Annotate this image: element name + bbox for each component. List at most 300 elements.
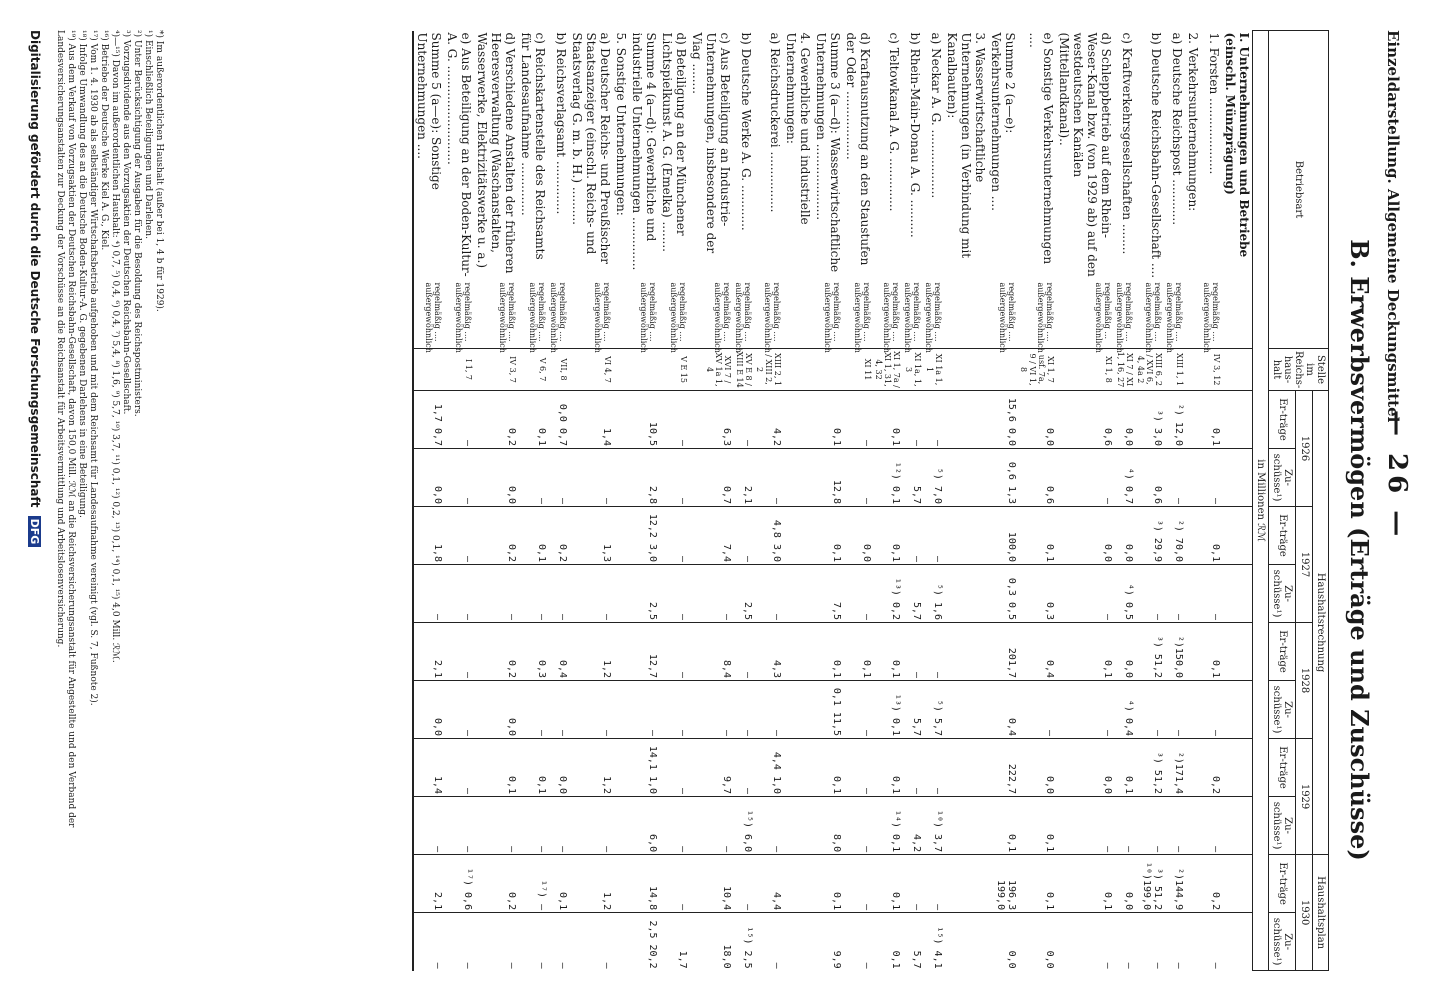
row-type: regelmäßig .... außergewöhnlich (823, 282, 841, 353)
value-cell (783, 391, 813, 449)
row-type: regelmäßig .... außergewöhnlich (413, 281, 444, 349)
footnote: ⁴)—¹⁵) Davon im außerordentlichen Haushalt: ⁴) 0,7, ⁵) 0,4, ⁶) 0,4, ⁷) 5,4, ⁸) 1,6, ⁹) 5,7, ¹⁰) 3,7, ¹¹) 0,1, ¹²) 0,2, ¹³) 0,1, ¹⁴) 0,1, ¹⁵) 4,0 Mill. ℛℳ. (110, 30, 120, 663)
value-cell: — (1135, 797, 1164, 855)
table-row (754, 31, 783, 971)
value-cell: — (659, 391, 689, 449)
value-cell: 0,3 0,5 (988, 565, 1018, 623)
value-cell: 6,3 (689, 391, 733, 449)
row-type: regelmäßig .... außergewöhnlich (998, 282, 1016, 353)
col-header-ertraege: Er-träge (1269, 739, 1296, 797)
col-header-ertraege: Er-träge (1269, 391, 1296, 449)
value-cell: — (1164, 565, 1185, 623)
value-cell: — (444, 449, 474, 507)
row-stelle: XI 1, 7 usf. 7a, 9 / VI 1, 8 (1018, 349, 1056, 391)
value-cell: 12,7 (629, 623, 659, 681)
row-type: regelmäßig .... außergewöhnlich (1144, 282, 1162, 353)
value-cell (613, 565, 629, 623)
value-cell: 0,0 (1114, 855, 1135, 913)
value-cell (944, 449, 988, 507)
table-row (1164, 31, 1185, 971)
value-cell: — (733, 855, 754, 913)
value-cell: 0,0 (988, 913, 1018, 971)
year-header: 1930 (1296, 855, 1312, 971)
value-cell (783, 855, 813, 913)
value-cell (944, 507, 988, 565)
table-row (1135, 31, 1164, 971)
value-cell: 10,5 (629, 391, 659, 449)
row-label: 4. Gewerbliche und industrielle Unternehmungen: (784, 32, 812, 225)
value-cell: 100,0 (988, 507, 1018, 565)
table-row (659, 31, 689, 971)
value-cell: — (569, 449, 613, 507)
value-cell: 0,1 (813, 507, 843, 565)
year-header: 1928 (1296, 623, 1312, 739)
value-cell (783, 449, 813, 507)
value-cell: 0,0 (1018, 739, 1056, 797)
value-cell: 2,5 (629, 565, 659, 623)
value-cell: 0,1 (548, 855, 569, 913)
row-stelle (1185, 349, 1201, 391)
value-cell: 0,1 (1018, 855, 1056, 913)
value-cell (1185, 913, 1201, 971)
value-cell: ²) 12,0 (1164, 391, 1185, 449)
value-cell: — (444, 739, 474, 797)
table-row (944, 31, 988, 971)
value-cell (613, 507, 629, 565)
table-row (548, 31, 569, 971)
row-label: d) Schleppbetrieb auf dem Rhein-Weser-Kanal bzw. (von 1929 ab) auf den westdeutschen Kanälen (Mittellandkanal).. (1057, 32, 1113, 277)
value-cell: — (444, 391, 474, 449)
row-label: Summe 2 (a—e): Verkehrsunternehmungen .... (989, 32, 1017, 211)
value-cell (944, 565, 988, 623)
value-cell: ²)171,4 (1164, 739, 1185, 797)
row-type: regelmäßig .... außergewöhnlich (1036, 282, 1054, 353)
value-cell: ³) 29,9 (1135, 507, 1164, 565)
value-cell (1185, 507, 1201, 565)
value-cell: 12,8 (813, 449, 843, 507)
value-cell: — (569, 565, 613, 623)
row-type: regelmäßig .... außergewöhnlich (639, 282, 657, 353)
value-cell: — (444, 565, 474, 623)
value-cell (613, 391, 629, 449)
value-cell (1185, 855, 1201, 913)
row-label: 1. Forsten .................... (1207, 32, 1221, 175)
value-cell: 0,1 (1201, 623, 1222, 681)
value-cell: — (569, 681, 613, 739)
table-row (474, 31, 518, 971)
value-cell: — (754, 449, 783, 507)
value-cell: ⁵) 1,6 (923, 565, 944, 623)
unit-row: in Millionen ℛℳ (1253, 31, 1269, 971)
value-cell: — (659, 739, 689, 797)
row-label: Summe 3 (a—d): Wasserwirtschaftliche Unternehmungen .................... (814, 32, 842, 273)
value-cell: — (444, 507, 474, 565)
value-cell: 4,2 (902, 797, 923, 855)
value-cell: — (444, 797, 474, 855)
value-cell (1222, 565, 1253, 623)
value-cell: — (1135, 681, 1164, 739)
value-cell: 0,1 (873, 623, 902, 681)
value-cell: — (518, 681, 548, 739)
value-cell: — (754, 565, 783, 623)
value-cell: — (1135, 913, 1164, 971)
value-cell: 0,2 (474, 623, 518, 681)
footnote: ¹⁶) Betriebe der Deutsche Werke Kiel A. G., Kiel. (99, 30, 109, 251)
value-cell: 0,1 (873, 739, 902, 797)
row-type: regelmäßig ... außergewöhnlich (1094, 282, 1112, 353)
value-cell: — (548, 449, 569, 507)
value-cell: 0,0 (1056, 507, 1114, 565)
value-cell: 1,7 0,7 (413, 391, 444, 449)
row-stelle: IV 3, 7 (474, 349, 518, 391)
row-label: c) Aus Beteiligung an Industrie-Unternehmungen, insbesondere der Viag ........ (690, 32, 732, 254)
table-row (813, 31, 843, 971)
value-cell: 2,5 (733, 565, 754, 623)
value-cell: 0,1 (518, 739, 548, 797)
value-cell: — (689, 797, 733, 855)
value-cell: 0,1 (988, 797, 1018, 855)
value-cell: — (733, 623, 754, 681)
value-cell: 0,1 (813, 623, 843, 681)
value-cell: 196,3 199,0 (988, 855, 1018, 913)
value-cell: 0,1 (873, 391, 902, 449)
value-cell: 18,0 (689, 913, 733, 971)
value-cell: — (474, 565, 518, 623)
value-cell: — (923, 623, 944, 681)
value-cell: — (569, 797, 613, 855)
footnote: ³) Vorzugsdividende aus den Vorzugsaktien der Deutschen Reichsbahn-Gesellschaft. (121, 30, 131, 415)
value-cell: — (733, 391, 754, 449)
value-cell (1222, 391, 1253, 449)
year-header: 1927 (1296, 507, 1312, 623)
row-label: 3. Wasserwirtschaftliche Unternehmungen (in Verbindung mit Kanalbauten): (945, 32, 987, 259)
value-cell: 0,4 (548, 623, 569, 681)
value-cell (944, 797, 988, 855)
value-cell (783, 681, 813, 739)
value-cell: ¹⁵) 4,1 (923, 913, 944, 971)
value-cell (944, 855, 988, 913)
row-stelle: XI 1a, 1, 3 (902, 349, 923, 391)
value-cell: 14,8 (629, 855, 659, 913)
row-stelle: XI 1, 7a / XI 1, 31, 4, 32 (873, 349, 902, 391)
row-type: regelmäßig .... außergewöhnlich (1165, 282, 1183, 353)
footnote: ¹) Einschließlich Beteiligungen und Darlehen. (143, 30, 153, 239)
value-cell: — (1056, 681, 1114, 739)
value-cell: 0,6 (1056, 391, 1114, 449)
table-row (569, 31, 613, 971)
row-stelle (1222, 349, 1253, 391)
row-type: regelmäßig .... außergewöhnlich (853, 282, 871, 353)
value-cell: 0,0 (548, 739, 569, 797)
row-label: c) Reichskartenstelle des Reichsamts für Landesaufnahme .............. (519, 32, 547, 260)
value-cell: ¹⁵) 2,5 (733, 913, 754, 971)
value-cell (1222, 913, 1253, 971)
value-cell: — (754, 913, 783, 971)
value-cell: — (923, 391, 944, 449)
credit-text: Digitalisierung gefördert durch die Deutsche Forschungsgemeinschaft (28, 30, 42, 508)
value-cell: — (1164, 681, 1185, 739)
year-header: 1926 (1296, 391, 1312, 507)
row-type: regelmäßig .... außergewöhnlich (669, 282, 687, 353)
value-cell (783, 565, 813, 623)
revenue-table (412, 30, 1329, 971)
value-cell: 7,5 (813, 565, 843, 623)
value-cell: 0,2 (474, 855, 518, 913)
value-cell: 1,4 (413, 739, 444, 797)
value-cell: 0,1 (873, 913, 902, 971)
footnote: ¹⁸) Infolge Umwandlung des an die Deutsche Boden-Kultur-A. G. gegebenen Darlehens in eine Beteiligung. (77, 30, 87, 518)
value-cell (783, 623, 813, 681)
value-cell: ¹²) 0,1 (873, 449, 902, 507)
value-cell: — (548, 565, 569, 623)
value-cell: ³) 51,2 (1135, 739, 1164, 797)
row-stelle: XIII 6, 2 / XVI 6, 4, 4a 2 (1135, 349, 1164, 391)
value-cell: 0,1 (518, 391, 548, 449)
value-cell: 4,4 1,0 (754, 739, 783, 797)
row-type: regelmäßig .... außergewöhnlich (1202, 282, 1220, 353)
value-cell: — (1164, 797, 1185, 855)
value-cell (613, 913, 629, 971)
value-cell (783, 507, 813, 565)
value-cell: 15,6 0,0 (988, 391, 1018, 449)
footnote: ¹⁷) Vom 1. 4. 1930 ab als selbständiger Wirtschaftsbetrieb aufgehoben und mit dem Reichsamt für Landesaufnahme vereinigt (vgl. S. 7, Fußnote 2). (88, 30, 98, 706)
row-label: e) Sonstige Verkehrsunternehmungen .... (1027, 32, 1055, 265)
value-cell: 0,0 (1114, 391, 1135, 449)
value-cell: ⁴) 0,5 (1114, 565, 1135, 623)
col-header-zuschuesse: Zu-schüsse¹) (1269, 449, 1296, 507)
value-cell: — (843, 565, 873, 623)
value-cell: 0,0 0,7 (548, 391, 569, 449)
row-type: regelmäßig .... außergewöhnlich (763, 282, 781, 353)
row-label: c) Kraftverkehrsgesellschaften ........ (1120, 32, 1134, 255)
value-cell: 0,0 (1114, 623, 1135, 681)
col-header-haushaltsplan: Haushaltsplan (1312, 855, 1328, 971)
value-cell: 0,7 (689, 449, 733, 507)
table-row (518, 31, 548, 971)
value-cell: — (659, 449, 689, 507)
value-cell: — (754, 681, 783, 739)
table-row (988, 31, 1018, 971)
running-header (1376, 30, 1416, 970)
col-header-zuschuesse: Zu-schüsse¹) (1269, 681, 1296, 739)
value-cell: — (902, 507, 923, 565)
value-cell: ³) 3,0 (1135, 391, 1164, 449)
table-row (629, 31, 659, 971)
value-cell: 0,1 (1201, 391, 1222, 449)
value-cell: — (733, 739, 754, 797)
row-type: regelmäßig .... außergewöhnlich (549, 282, 567, 353)
value-cell: 8,4 (689, 623, 733, 681)
row-stelle: V 6, 7 (518, 349, 548, 391)
value-cell: — (444, 913, 474, 971)
value-cell: 1,7 (659, 913, 689, 971)
value-cell (1222, 855, 1253, 913)
value-cell: 0,1 (1056, 855, 1114, 913)
value-cell: — (923, 507, 944, 565)
value-cell: — (659, 797, 689, 855)
table-row (1056, 31, 1114, 971)
value-cell: 0,1 (474, 739, 518, 797)
value-cell: — (518, 797, 548, 855)
value-cell: — (659, 565, 689, 623)
value-cell (783, 797, 813, 855)
table-row (843, 31, 873, 971)
value-cell: — (413, 797, 444, 855)
table-row (1114, 31, 1135, 971)
value-cell: 1,8 (413, 507, 444, 565)
value-cell (944, 391, 988, 449)
value-cell (1185, 565, 1201, 623)
value-cell: — (413, 913, 444, 971)
value-cell (1185, 797, 1201, 855)
value-cell: 2,1 (733, 449, 754, 507)
value-cell: 10,4 (689, 855, 733, 913)
value-cell: 0,1 (1056, 623, 1114, 681)
value-cell: — (659, 623, 689, 681)
table-row (1201, 31, 1222, 971)
value-cell: — (843, 855, 873, 913)
value-cell: — (548, 681, 569, 739)
value-cell: — (902, 739, 923, 797)
row-stelle: VI 4, 7 (569, 349, 613, 391)
value-cell: — (1201, 913, 1222, 971)
value-cell: — (689, 681, 733, 739)
value-cell: 0,0 (1056, 739, 1114, 797)
row-stelle: I 1, 7 (444, 349, 474, 391)
value-cell (944, 913, 988, 971)
value-cell: 2,5 20,2 (629, 913, 659, 971)
value-cell: 4,2 (754, 391, 783, 449)
value-cell: — (518, 913, 548, 971)
table-row (783, 31, 813, 971)
value-cell: — (518, 565, 548, 623)
value-cell: — (902, 623, 923, 681)
value-cell: — (923, 855, 944, 913)
value-cell: ¹⁵) 6,0 (733, 797, 754, 855)
value-cell: 1,3 (569, 507, 613, 565)
value-cell: 2,8 (629, 449, 659, 507)
value-cell: ³) 51,2 ¹⁰)199,0 (1135, 855, 1164, 913)
value-cell: — (413, 565, 444, 623)
value-cell: 1,2 (569, 623, 613, 681)
value-cell: — (1056, 797, 1114, 855)
value-cell: ²)150,0 (1164, 623, 1185, 681)
value-cell: 0,1 (1018, 797, 1056, 855)
value-cell (1222, 623, 1253, 681)
value-cell (783, 739, 813, 797)
value-cell: — (629, 681, 659, 739)
footnote: ²) Unter Berücksichtigung der Ausgaben für die Besoldung des Reichspostministers. (132, 30, 142, 417)
row-label: a) Neckar A. G. .................. (929, 32, 943, 199)
table-row (733, 31, 754, 971)
value-cell: ¹⁰) 3,7 (923, 797, 944, 855)
value-cell (1185, 623, 1201, 681)
value-cell: 0,1 (813, 739, 843, 797)
value-cell: — (1018, 681, 1056, 739)
value-cell: — (843, 391, 873, 449)
value-cell: 0,6 (1135, 449, 1164, 507)
footnote: ¹⁹) Aus dem Verkauf von Vorzugsaktien der Deutschen Reichsbahn-Gesellschaft, davon 150,0 Mill. ℛℳ an die Reichsversicherungsanstalt für Angestellte und den Verband der Landesversicherungsanstalten zur Deckung der Vorschüsse an die Reichsanstalt für Arbeitsvermittlung und Arbeitslosenversicherung. (55, 30, 76, 828)
value-cell (1185, 391, 1201, 449)
value-cell: ²)144,9 (1164, 855, 1185, 913)
value-cell: 4,3 (754, 623, 783, 681)
value-cell (613, 797, 629, 855)
row-type (1185, 281, 1201, 349)
value-cell: — (689, 565, 733, 623)
value-cell: ⁵) 7,0 (923, 449, 944, 507)
value-cell: 0,6 (1018, 449, 1056, 507)
value-cell: 4,4 (754, 855, 783, 913)
row-label: b) Reichsverlagsamt .............. (554, 32, 568, 215)
row-stelle (613, 349, 629, 391)
value-cell: 5,7 (902, 449, 923, 507)
value-cell: — (1201, 449, 1222, 507)
value-cell: ¹⁷) — (518, 855, 548, 913)
value-cell (613, 855, 629, 913)
credit-line (28, 30, 42, 547)
header-left: Einzeldarstellung. Allgemeine Deckungsmittel (1384, 30, 1402, 423)
value-cell: 0,3 (1018, 565, 1056, 623)
value-cell: 14,1 1,0 (629, 739, 659, 797)
row-label: a) Deutsche Reichspost ............ (1170, 32, 1184, 226)
row-type: regelmäßig .... außergewöhnlich (454, 282, 472, 353)
value-cell: — (902, 855, 923, 913)
value-cell (1222, 681, 1253, 739)
value-cell: 0,1 (1201, 507, 1222, 565)
value-cell: — (569, 913, 613, 971)
table-row (1018, 31, 1056, 971)
value-cell: — (444, 681, 474, 739)
value-cell: — (548, 913, 569, 971)
table-row (613, 31, 629, 971)
value-cell: ¹⁴) 0,1 (873, 797, 902, 855)
value-cell: 1,2 (569, 739, 613, 797)
col-header-ertraege: Er-träge (1269, 623, 1296, 681)
section-title: B. Erwerbsvermögen (Erträge und Zuschüsse) (1345, 239, 1374, 861)
row-stelle: XI 1, 8 (1056, 349, 1114, 391)
value-cell (613, 739, 629, 797)
value-cell: — (843, 449, 873, 507)
col-header-zuschuesse: Zu-schüsse¹) (1269, 565, 1296, 623)
value-cell: — (444, 623, 474, 681)
value-cell: 5,7 (902, 565, 923, 623)
value-cell: — (843, 739, 873, 797)
value-cell: 0,1 (813, 391, 843, 449)
value-cell: — (1201, 797, 1222, 855)
value-cell: — (1114, 913, 1135, 971)
value-cell (1185, 739, 1201, 797)
value-cell: — (843, 681, 873, 739)
value-cell: ¹⁷) 0,6 (444, 855, 474, 913)
value-cell: — (733, 507, 754, 565)
value-cell: 0,0 (1018, 913, 1056, 971)
value-cell: — (1164, 913, 1185, 971)
value-cell: — (548, 797, 569, 855)
value-cell (1185, 681, 1201, 739)
col-header-zuschuesse: Zu-schüsse¹) (1269, 913, 1296, 971)
row-stelle: XV E 8 / XIII E 14 (733, 349, 754, 391)
value-cell: 5,7 (902, 913, 923, 971)
col-header-ertraege: Er-träge (1269, 507, 1296, 565)
row-stelle (629, 349, 659, 391)
value-cell: — (733, 681, 754, 739)
value-cell: 0,1 (873, 507, 902, 565)
value-cell: — (754, 797, 783, 855)
row-type: regelmäßig .... außergewöhnlich (593, 282, 611, 353)
value-cell: — (1056, 913, 1114, 971)
value-cell: 0,1 (873, 855, 902, 913)
value-cell: ⁴) 0,7 (1114, 449, 1135, 507)
